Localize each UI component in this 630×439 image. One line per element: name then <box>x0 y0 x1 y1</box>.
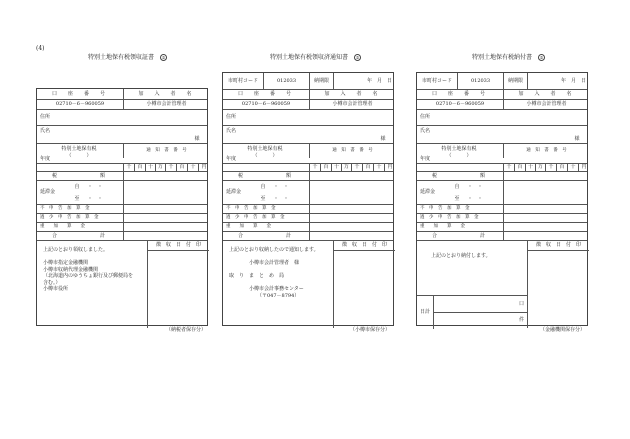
digit-header-row <box>37 163 207 171</box>
stamp-icon: ② <box>161 55 166 60</box>
account-header: 口 座 番 号 <box>51 90 108 97</box>
receipt-area <box>223 240 393 327</box>
account-value-row <box>37 99 207 109</box>
overreport-row <box>417 213 587 222</box>
form-title <box>472 54 545 61</box>
heavy-add-row <box>223 222 393 231</box>
form-title <box>88 54 167 61</box>
total-row <box>223 231 393 240</box>
tax-amount-label: 税 額 <box>237 172 294 179</box>
account-header-row <box>37 89 207 99</box>
from-date: ・ ・ <box>273 183 289 190</box>
tax-type-label: 特別土地保有税 <box>247 145 283 152</box>
delay-row <box>37 180 207 204</box>
stamp-icon: ② <box>355 55 360 60</box>
digit-label: 千 <box>351 164 362 171</box>
tax-amount-row <box>223 171 393 180</box>
receipt-area <box>417 240 587 327</box>
from-label: 自 <box>260 183 266 190</box>
year-label: 年度 <box>420 155 431 162</box>
to-date: ・ ・ <box>467 195 483 202</box>
underreport-value <box>503 205 589 213</box>
name-label: 氏名 <box>420 128 431 134</box>
receipt-note <box>43 247 133 293</box>
delay-label: 延滞金 <box>420 189 436 195</box>
heavy-add-value <box>309 223 395 231</box>
from-date: ・ ・ <box>87 183 103 190</box>
digit-label: 十 <box>567 164 578 171</box>
form-table <box>416 72 588 326</box>
delay-value <box>309 181 395 204</box>
heavy-add-row <box>417 222 587 231</box>
city-code-row <box>223 73 393 89</box>
address-label: 住所 <box>40 114 51 120</box>
note-line: （北海道内のゆうちょ銀行及び郵便局を <box>43 273 134 279</box>
from-date: ・ ・ <box>467 183 483 190</box>
from-label: 自 <box>74 183 80 190</box>
total-value <box>123 232 209 240</box>
digit-label: 十 <box>373 164 384 171</box>
digit-label: 千 <box>309 164 320 171</box>
tax-amount-value <box>503 172 589 180</box>
daily-total-label: 日計 <box>419 309 430 315</box>
daily-total-box <box>417 295 527 328</box>
total-row <box>37 231 207 240</box>
digit-label: 十 <box>145 164 155 171</box>
form-title-text: 特別土地保有税領収証書 <box>88 54 155 61</box>
heavy-add-label: 重 加 算 金 <box>40 223 85 229</box>
tax-amount-label: 税 額 <box>51 172 108 179</box>
deadline-date: 年 月 日 <box>333 73 395 89</box>
form-title <box>270 54 361 61</box>
digit-label: 万 <box>341 164 351 171</box>
digit-label: 百 <box>134 164 145 171</box>
account-header-row <box>417 89 587 99</box>
note-line: 小樽市会計管理者 様 <box>249 260 300 266</box>
delay-value <box>503 181 589 204</box>
note-line: 小樽市収納代理金融機関 <box>43 266 99 273</box>
digit-label: 百 <box>320 164 331 171</box>
overreport-row <box>37 213 207 222</box>
heavy-add-label: 重 加 算 金 <box>226 223 271 229</box>
address-label: 住所 <box>226 114 237 120</box>
tax-type-row <box>223 143 393 163</box>
overreport-row <box>223 213 393 222</box>
delay-row <box>223 180 393 204</box>
digit-label: 万 <box>155 164 165 171</box>
tax-type-row <box>417 143 587 163</box>
account-value-row <box>417 99 587 109</box>
year-label: 年度 <box>226 155 237 162</box>
receipt-date-label: 徴 収 日 付 印 <box>147 241 209 251</box>
note-line: 取 り ま と め 局 <box>229 273 285 279</box>
heavy-add-value <box>503 223 589 231</box>
payer-name: 小樽市会計管理者 <box>503 100 589 109</box>
to-label: 至 <box>454 195 460 202</box>
receipt-area <box>37 240 207 327</box>
sama-label: 様 <box>574 136 580 142</box>
tax-amount-value <box>123 172 209 180</box>
underreport-row <box>37 204 207 213</box>
total-label: 合 計 <box>51 232 108 239</box>
digit-label: 千 <box>165 164 176 171</box>
tax-amount-row <box>37 171 207 180</box>
total-row <box>417 231 587 240</box>
note-line: 小樽市会計事務センター <box>249 286 304 292</box>
account-value-row <box>223 99 393 109</box>
sama-label: 様 <box>194 136 200 142</box>
heavy-add-row <box>37 222 207 231</box>
overreport-value <box>123 214 209 222</box>
tax-amount-row <box>417 171 587 180</box>
sama-label: 様 <box>380 136 386 142</box>
note-line: 小樽市指定金融機関 <box>43 260 89 266</box>
form-title-text: 特別土地保有税領収済通知書 <box>270 54 349 61</box>
name-label: 氏名 <box>226 128 237 134</box>
to-date: ・ ・ <box>273 195 289 202</box>
digit-label: 百 <box>176 164 187 171</box>
notice-number-label: 通 知 書 番 号 <box>503 144 589 158</box>
digit-label: 十 <box>331 164 341 171</box>
notice-number-label: 通 知 書 番 号 <box>123 144 209 158</box>
delay-value <box>123 181 209 204</box>
case-unit: 件 <box>518 317 524 323</box>
footer-label: （金融機関保存分） <box>540 327 586 333</box>
account-number: 02710－6－960059 <box>435 101 485 107</box>
deadline-label: 納期限 <box>309 73 333 89</box>
overreport-value <box>309 214 395 222</box>
digit-label: 百 <box>362 164 373 171</box>
tax-amount-value <box>309 172 395 180</box>
page-mark: (4) <box>36 45 45 52</box>
tax-type-paren: （ ） <box>66 152 92 159</box>
digit-label: 千 <box>545 164 556 171</box>
underreport-value <box>309 205 395 213</box>
account-number: 02710－6－960059 <box>241 101 291 107</box>
name-row <box>37 125 207 143</box>
divider <box>333 241 334 328</box>
digit-label: 円 <box>384 164 395 171</box>
digit-label: 万 <box>535 164 545 171</box>
deadline-date: 年 月 日 <box>527 73 589 89</box>
tax-type-row <box>37 143 207 163</box>
city-code-row <box>417 73 587 89</box>
digit-label: 千 <box>503 164 514 171</box>
address-row <box>223 109 393 125</box>
digit-header-row <box>417 163 587 171</box>
city-code-value: 012033 <box>263 73 309 89</box>
heavy-add-value <box>123 223 209 231</box>
to-label: 至 <box>74 195 80 202</box>
digit-label: 円 <box>198 164 209 171</box>
receipt-date-label: 徴 収 日 付 印 <box>527 241 589 251</box>
form-title-text: 特別土地保有税納付書 <box>472 54 533 61</box>
note-line: （〒047－8794） <box>257 292 300 299</box>
heavy-add-label: 重 加 算 金 <box>420 223 465 229</box>
underreport-row <box>223 204 393 213</box>
name-row <box>417 125 587 143</box>
underreport-label: 不 申 告 加 算 金 <box>226 205 276 211</box>
delay-label: 延滞金 <box>40 189 56 195</box>
from-label: 自 <box>454 183 460 190</box>
receipt-date-label: 徴 収 日 付 印 <box>333 241 395 251</box>
delay-label: 延滞金 <box>226 189 242 195</box>
account-header-row <box>223 89 393 99</box>
note-line: 上記のとおり収納したので通知します。 <box>229 247 319 253</box>
payer-header: 加 入 者 名 <box>503 90 589 99</box>
address-label: 住所 <box>420 114 431 120</box>
city-code-label: 市町村コード <box>227 77 258 84</box>
address-row <box>37 109 207 125</box>
tax-amount-label: 税 額 <box>431 172 488 179</box>
note-line: 上記のとおり領収しました。 <box>43 247 109 253</box>
divider <box>527 241 528 328</box>
total-value <box>503 232 589 240</box>
account-header: 口 座 番 号 <box>431 91 488 97</box>
tax-type-label: 特別土地保有税 <box>61 145 97 152</box>
digit-label: 十 <box>187 164 198 171</box>
underreport-row <box>417 204 587 213</box>
note-line: 含む。） <box>43 279 61 286</box>
tax-type-label: 特別土地保有税 <box>441 145 477 152</box>
overreport-label: 過 少 申 告 加 算 金 <box>420 214 479 220</box>
account-number: 02710－6－960059 <box>55 101 105 107</box>
underreport-label: 不 申 告 加 算 金 <box>40 205 90 211</box>
payer-name: 小樽市会計管理者 <box>123 100 209 109</box>
payer-name: 小樽市会計管理者 <box>309 100 395 109</box>
underreport-label: 不 申 告 加 算 金 <box>420 205 470 211</box>
year-label: 年度 <box>40 155 51 162</box>
total-label: 合 計 <box>237 232 294 239</box>
digit-label: 百 <box>514 164 525 171</box>
name-row <box>223 125 393 143</box>
tax-type-paren: （ ） <box>252 152 278 159</box>
total-label: 合 計 <box>431 232 488 239</box>
to-label: 至 <box>260 195 266 202</box>
payer-header: 加 入 者 名 <box>309 90 395 99</box>
note-line: 小樽市役所 <box>43 286 69 292</box>
account-header: 口 座 番 号 <box>237 91 294 97</box>
notice-number-label: 通 知 書 番 号 <box>309 144 395 158</box>
tax-type-paren: （ ） <box>446 152 472 159</box>
digit-label: 十 <box>525 164 535 171</box>
deadline-label: 納期限 <box>503 73 527 89</box>
form-table <box>36 88 208 326</box>
delay-row <box>417 180 587 204</box>
digit-label: 千 <box>123 164 134 171</box>
city-code-value: 012033 <box>457 73 503 89</box>
notification-note <box>229 247 319 299</box>
footer-label: （小樽市保存分） <box>350 327 391 333</box>
payer-header: 加 入 者 名 <box>123 89 209 99</box>
payment-note: 上記のとおり納付します。 <box>431 253 491 259</box>
footer-label: （納税者保存分） <box>166 327 207 333</box>
name-label: 氏名 <box>40 128 51 134</box>
underreport-value <box>123 205 209 213</box>
overreport-label: 過 少 申 告 加 算 金 <box>226 214 285 220</box>
count-unit: 口 <box>518 300 524 307</box>
total-value <box>309 232 395 240</box>
form-table <box>222 72 394 326</box>
to-date: ・ ・ <box>87 195 103 202</box>
overreport-label: 過 少 申 告 加 算 金 <box>40 214 99 220</box>
digit-header-row <box>223 163 393 171</box>
city-code-label: 市町村コード <box>421 77 452 84</box>
divider <box>147 241 148 328</box>
digit-label: 百 <box>556 164 567 171</box>
digit-label: 円 <box>578 164 589 171</box>
stamp-icon: ② <box>539 55 544 60</box>
overreport-value <box>503 214 589 222</box>
address-row <box>417 109 587 125</box>
